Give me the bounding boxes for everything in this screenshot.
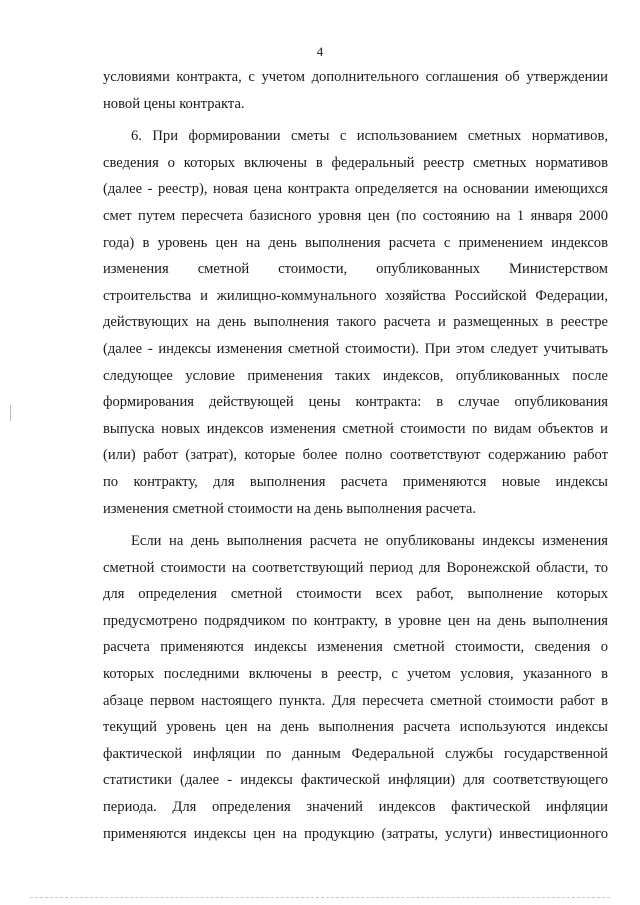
text-line: применяются индексы цен на продукцию (затраты, услуги) инвестиционного xyxy=(103,825,608,842)
paragraph-no-indices xyxy=(103,528,608,847)
text-line: сметной стоимости на соответствующий период для Воронежской области, то xyxy=(103,559,608,576)
text-line: 6. При формировании сметы с использованием сметных нормативов, xyxy=(131,128,608,145)
page-number: 4 xyxy=(316,44,324,59)
paragraph-item-6 xyxy=(103,123,608,522)
text-line: абзаце первом настоящего пункта. Для пересчета сметной стоимости работ в xyxy=(103,692,608,709)
text-line: выпуска новых индексов изменения сметной стоимости по видам объектов и xyxy=(103,420,608,437)
text-line: действующих на день выполнения такого расчета и размещенных в реестре xyxy=(103,314,608,331)
paragraph-continuation xyxy=(103,64,608,117)
text-line: периода. Для определения значений индексов фактической инфляции xyxy=(103,799,608,816)
text-line: (далее - индексы изменения сметной стоимости). При этом следует учитывать xyxy=(103,340,608,357)
text-line: статистики (далее - индексы фактической инфляции) для соответствующего xyxy=(103,772,608,789)
text-line: по контракту, для выполнения расчета применяются новые индексы xyxy=(103,473,608,490)
text-line: строительства и жилищно-коммунального хозяйства Российской Федерации, xyxy=(103,287,608,304)
text-line: (далее - реестр), новая цена контракта определяется на основании имеющихся xyxy=(103,181,608,198)
text-line: изменения сметной стоимости на день выполнения расчета. xyxy=(103,500,477,517)
scan-edge-line xyxy=(30,897,610,899)
text-line: смет путем пересчета базисного уровня цен (по состоянию на 1 января 2000 xyxy=(103,207,608,224)
text-line: для определения сметной стоимости всех работ, выполнение которых xyxy=(103,586,608,603)
text-line: Если на день выполнения расчета не опубликованы индексы изменения xyxy=(131,533,608,550)
text-line: расчета применяются индексы изменения сметной стоимости, сведения о xyxy=(103,639,608,656)
text-line: условиями контракта, с учетом дополнительного соглашения об утверждении xyxy=(103,69,608,85)
text-line: года) в уровень цен на день выполнения расчета с применением индексов xyxy=(103,234,608,251)
text-line: следующее условие применения таких индексов, опубликованных после xyxy=(103,367,608,384)
text-line: текущий уровень цен на день выполнения расчета используются индексы xyxy=(103,719,608,736)
text-line: фактической инфляции по данным Федеральной службы государственной xyxy=(103,745,608,762)
scan-artifact xyxy=(10,405,11,421)
text-line: сведения о которых включены в федеральный реестр сметных нормативов xyxy=(103,154,608,171)
text-line: предусмотрено подрядчиком по контракту, в уровне цен на день выполнения xyxy=(103,612,608,629)
text-line: формирования действующей цены контракта: в случае опубликования xyxy=(103,394,608,411)
text-line: (или) работ (затрат), которые более полно соответствуют содержанию работ xyxy=(103,447,608,464)
document-body xyxy=(103,64,608,847)
text-line: новой цены контракта. xyxy=(103,95,245,112)
text-line: изменения сметной стоимости, опубликованных Министерством xyxy=(103,261,608,278)
text-line: которых последними включены в реестр, с учетом условия, указанного в xyxy=(103,666,608,683)
